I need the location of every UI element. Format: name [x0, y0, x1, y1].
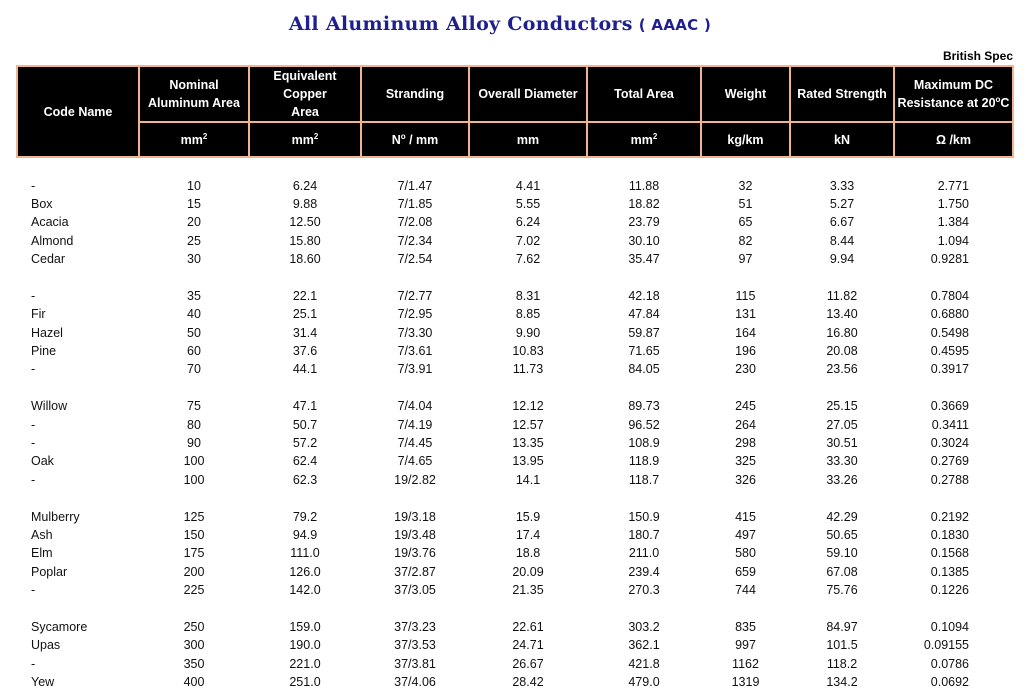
table-row	[17, 250, 1013, 268]
cell-nominal-area: 350	[183, 656, 205, 671]
cell-resistance: 0.6880	[930, 307, 969, 322]
cell-strength: 11.82	[826, 288, 858, 303]
spacer-row	[17, 489, 1013, 507]
cell-weight: 744	[735, 583, 756, 598]
unit-stranding: $N^o$ / mm	[361, 122, 469, 157]
cell-stranding: 7/3.91	[397, 362, 433, 377]
spec-label: British Spec	[942, 49, 1013, 63]
cell-diameter: 4.41	[515, 178, 541, 193]
cell-code-name: Almond	[31, 233, 74, 248]
cell-strength: 101.5	[826, 638, 858, 653]
cell-nominal-area: 15	[187, 196, 201, 211]
cell-diameter: 20.09	[512, 564, 544, 579]
cell-resistance: 0.1094	[930, 619, 969, 634]
cell-strength: 67.08	[826, 564, 858, 579]
table-row	[17, 434, 1013, 452]
cell-weight: 997	[735, 638, 756, 653]
cell-diameter: 10.83	[512, 344, 544, 359]
cell-equivalent-area: 111.0	[290, 546, 320, 561]
cell-equivalent-area: 6.24	[292, 178, 318, 193]
cell-nominal-area: 250	[183, 619, 205, 634]
table-row	[17, 213, 1013, 231]
cell-stranding: 7/1.47	[397, 178, 433, 193]
spacer-row	[17, 379, 1013, 397]
cell-resistance: 0.1226	[930, 583, 969, 598]
cell-resistance: 0.1568	[930, 546, 969, 561]
cell-code-name: -	[31, 417, 36, 432]
table-row	[17, 415, 1013, 433]
cell-resistance: 0.7804	[930, 288, 969, 303]
cell-total-area: 211.0	[628, 546, 660, 561]
table-row	[17, 636, 1013, 654]
cell-strength: 6.67	[829, 215, 855, 230]
table-row	[17, 526, 1013, 544]
cell-nominal-area: 225	[183, 583, 205, 598]
cell-stranding: 37/3.23	[394, 619, 436, 634]
cell-code-name: Cedar	[31, 252, 66, 267]
cell-stranding: 37/4.06	[394, 675, 436, 690]
cell-total-area: 118.9	[628, 454, 660, 469]
cell-strength: 50.65	[826, 528, 858, 542]
cell-nominal-area: 150	[183, 528, 205, 542]
header-total-area: Total Area	[587, 66, 701, 122]
cell-diameter: 13.35	[512, 436, 544, 451]
cell-stranding: 7/2.08	[397, 215, 433, 230]
cell-stranding: 7/4.65	[397, 454, 433, 469]
cell-equivalent-area: 50.7	[292, 417, 318, 432]
cell-equivalent-area: 142.0	[289, 583, 321, 598]
header-overall-diameter: Overall Diameter	[469, 66, 587, 122]
cell-resistance: 0.3917	[930, 362, 969, 377]
cell-resistance: 0.2192	[930, 509, 969, 524]
cell-nominal-area: 25	[187, 233, 201, 248]
unit-nominal-area: $mm^2$	[139, 122, 249, 157]
cell-total-area: 362.1	[628, 638, 660, 653]
cell-weight: 230	[735, 362, 756, 377]
cell-weight: 325	[735, 454, 756, 469]
cell-stranding: 19/2.82	[394, 472, 436, 487]
header-code-name: Code Name	[17, 66, 139, 157]
cell-equivalent-area: 159.0	[289, 619, 321, 634]
cell-strength: 134.2	[826, 675, 858, 690]
cell-diameter: 15.9	[515, 509, 541, 524]
cell-resistance: 0.2788	[930, 472, 969, 487]
cell-code-name: Sycamore	[31, 619, 88, 634]
cell-resistance: 1.750	[937, 196, 969, 211]
cell-code-name: Fir	[31, 307, 46, 322]
cell-diameter: 8.31	[515, 288, 541, 303]
title-abbreviation: ( AAAC )	[638, 16, 712, 34]
cell-weight: 580	[735, 546, 756, 561]
table-row	[17, 471, 1013, 489]
cell-nominal-area: 125	[183, 509, 205, 524]
cell-code-name: Ash	[31, 528, 53, 542]
cell-resistance: 2.771	[937, 178, 969, 193]
cell-diameter: 21.35	[512, 583, 544, 598]
header-nominal-area: Nominal Aluminum Area	[139, 66, 249, 122]
cell-weight: 835	[735, 619, 756, 634]
cell-nominal-area: 40	[187, 307, 201, 322]
cell-resistance: 0.5498	[930, 325, 969, 340]
table-row	[17, 544, 1013, 562]
cell-total-area: 96.52	[628, 417, 660, 432]
cell-weight: 97	[738, 252, 753, 267]
cell-stranding: 37/3.53	[394, 638, 436, 653]
cell-total-area: 11.88	[628, 178, 660, 193]
cell-strength: 27.05	[826, 417, 858, 432]
table-row	[17, 287, 1013, 305]
table-row	[17, 195, 1013, 213]
table-row	[17, 673, 1013, 691]
cell-total-area: 42.18	[628, 288, 660, 303]
cell-total-area: 47.84	[628, 307, 660, 322]
unit-equivalent-area: $mm^2$	[249, 122, 361, 157]
cell-code-name: -	[31, 436, 36, 451]
cell-strength: 59.10	[826, 546, 858, 561]
cell-strength: 118.2	[826, 656, 858, 671]
cell-code-name: Hazel	[31, 325, 63, 340]
unit-total-area: $mm^2$	[587, 122, 701, 157]
table-row	[17, 507, 1013, 525]
cell-total-area: 479.0	[628, 675, 660, 690]
cell-total-area: 108.9	[628, 436, 660, 451]
table-row	[17, 232, 1013, 250]
cell-total-area: 30.10	[628, 233, 660, 248]
table-row	[17, 618, 1013, 636]
title-text: All Aluminum Alloy Conductors	[288, 13, 633, 35]
cell-total-area: 35.47	[628, 252, 660, 267]
cell-weight: 1319	[731, 675, 760, 690]
cell-strength: 30.51	[826, 436, 858, 451]
cell-code-name: -	[31, 362, 36, 377]
spacer-row	[17, 599, 1013, 617]
cell-diameter: 17.4	[515, 528, 541, 542]
cell-stranding: 37/3.05	[394, 583, 436, 598]
cell-nominal-area: 100	[183, 472, 205, 487]
cell-nominal-area: 80	[187, 417, 201, 432]
cell-strength: 33.30	[826, 454, 858, 469]
cell-equivalent-area: 62.4	[292, 454, 318, 469]
cell-code-name: Willow	[31, 399, 68, 414]
header-stranding: Stranding	[361, 66, 469, 122]
cell-code-name: Elm	[31, 546, 53, 561]
cell-stranding: 7/4.04	[397, 399, 433, 414]
cell-total-area: 118.7	[628, 472, 660, 487]
cell-equivalent-area: 37.6	[292, 344, 318, 359]
table-row	[17, 563, 1013, 581]
cell-resistance: 0.1830	[930, 528, 969, 542]
cell-diameter: 9.90	[515, 325, 541, 340]
cell-diameter: 22.61	[512, 619, 544, 634]
cell-code-name: -	[31, 472, 36, 487]
unit-weight: kg/km	[701, 122, 790, 157]
cell-nominal-area: 75	[187, 399, 201, 414]
header-rated-strength: Rated Strength	[790, 66, 894, 122]
cell-weight: 82	[738, 233, 753, 248]
cell-equivalent-area: 9.88	[292, 196, 318, 211]
header-row	[17, 66, 1013, 122]
header-max-dc-resistance: Maximum DC Resistance at 20$^o$C	[894, 66, 1013, 122]
cell-total-area: 18.82	[628, 196, 660, 211]
cell-strength: 13.40	[826, 307, 858, 322]
cell-code-name: Pine	[31, 344, 57, 359]
cell-diameter: 18.8	[515, 546, 541, 561]
cell-diameter: 11.73	[512, 362, 544, 377]
table-row	[17, 360, 1013, 378]
cell-resistance: 0.2769	[930, 454, 969, 469]
cell-weight: 298	[735, 436, 756, 451]
cell-weight: 326	[735, 472, 756, 487]
cell-resistance: 0.3411	[931, 417, 969, 432]
cell-nominal-area: 50	[187, 325, 201, 340]
cell-stranding: 7/2.95	[397, 307, 433, 322]
table-row	[17, 397, 1013, 415]
unit-resistance: Ω /km	[894, 122, 1013, 157]
cell-total-area: 421.8	[628, 656, 660, 671]
cell-resistance: 1.094	[937, 233, 969, 248]
cell-equivalent-area: 190.0	[289, 638, 321, 653]
cell-weight: 65	[738, 215, 753, 230]
cell-stranding: 37/2.87	[394, 564, 436, 579]
cell-weight: 415	[735, 509, 756, 524]
cell-weight: 32	[738, 178, 753, 193]
cell-weight: 264	[735, 417, 756, 432]
cell-nominal-area: 400	[183, 675, 205, 690]
cell-nominal-area: 300	[183, 638, 205, 653]
cell-strength: 5.27	[829, 196, 855, 211]
table-row	[17, 305, 1013, 323]
cell-equivalent-area: 94.9	[292, 528, 318, 542]
cell-nominal-area: 10	[187, 178, 201, 193]
cell-equivalent-area: 25.1	[292, 307, 318, 322]
cell-diameter: 8.85	[515, 307, 541, 322]
cell-nominal-area: 60	[187, 344, 201, 359]
unit-strength: kN	[790, 122, 894, 157]
cell-code-name: -	[31, 288, 36, 303]
cell-diameter: 5.55	[515, 196, 541, 211]
cell-nominal-area: 70	[187, 362, 201, 377]
cell-equivalent-area: 22.1	[292, 288, 318, 303]
cell-resistance: 0.1385	[930, 564, 969, 579]
cell-resistance: 0.0786	[930, 656, 969, 671]
cell-stranding: 7/2.77	[397, 288, 433, 303]
cell-stranding: 7/4.45	[397, 436, 433, 451]
cell-weight: 497	[735, 528, 756, 542]
cell-total-area: 59.87	[628, 325, 660, 340]
cell-stranding: 19/3.76	[394, 546, 436, 561]
cell-diameter: 28.42	[512, 675, 544, 690]
header-equivalent-copper-area: Equivalent Copper Area	[249, 66, 361, 122]
cell-stranding: 7/2.34	[397, 233, 433, 248]
cell-total-area: 180.7	[628, 528, 660, 542]
cell-code-name: -	[31, 583, 36, 598]
cell-nominal-area: 30	[187, 252, 201, 267]
cell-nominal-area: 35	[187, 288, 201, 303]
page-title	[0, 13, 1000, 35]
cell-diameter: 6.24	[515, 215, 541, 230]
cell-total-area: 89.73	[628, 399, 660, 414]
cell-total-area: 150.9	[628, 509, 660, 524]
spacer-row	[17, 268, 1013, 286]
cell-code-name: -	[31, 656, 36, 671]
cell-code-name: Acacia	[31, 215, 69, 230]
cell-stranding: 7/2.54	[397, 252, 433, 267]
cell-stranding: 19/3.48	[394, 528, 436, 542]
cell-resistance: 0.09155	[923, 638, 969, 653]
cell-diameter: 7.62	[515, 252, 541, 267]
table-row	[17, 324, 1013, 342]
header-weight: Weight	[701, 66, 790, 122]
cell-resistance: 0.4595	[930, 344, 969, 359]
cell-stranding: 37/3.81	[394, 656, 436, 671]
cell-strength: 75.76	[826, 583, 858, 598]
cell-total-area: 303.2	[628, 619, 660, 634]
cell-code-name: Box	[31, 196, 53, 211]
cell-equivalent-area: 62.3	[292, 472, 318, 487]
units-row	[17, 122, 1013, 157]
cell-equivalent-area: 31.4	[292, 325, 318, 340]
cell-diameter: 7.02	[515, 233, 541, 248]
table-row	[17, 581, 1013, 599]
cell-code-name: -	[31, 178, 36, 193]
cell-resistance: 1.384	[937, 215, 969, 230]
cell-resistance: 0.9281	[930, 252, 969, 267]
cell-total-area: 23.79	[628, 215, 660, 230]
cell-total-area: 71.65	[628, 344, 660, 359]
cell-weight: 1162	[732, 656, 759, 671]
cell-strength: 20.08	[826, 344, 858, 359]
table-row	[17, 342, 1013, 360]
cell-total-area: 270.3	[628, 583, 660, 598]
cell-stranding: 7/4.19	[397, 417, 433, 432]
cell-resistance: 0.3024	[930, 436, 969, 451]
cell-strength: 23.56	[826, 362, 858, 377]
cell-code-name: Oak	[31, 454, 54, 469]
unit-diameter: mm	[469, 122, 587, 157]
spacer-row	[17, 157, 1013, 176]
table-row	[17, 655, 1013, 673]
cell-equivalent-area: 15.80	[289, 233, 321, 248]
cell-strength: 42.29	[826, 509, 858, 524]
cell-diameter: 12.57	[512, 417, 544, 432]
cell-strength: 25.15	[826, 399, 858, 414]
cell-code-name: Poplar	[31, 564, 68, 579]
table-row	[17, 452, 1013, 470]
cell-equivalent-area: 47.1	[292, 399, 318, 414]
cell-code-name: Mulberry	[31, 509, 80, 524]
cell-resistance: 0.3669	[930, 399, 969, 414]
conductor-table	[16, 65, 1014, 691]
cell-equivalent-area: 18.60	[289, 252, 321, 267]
cell-nominal-area: 100	[183, 454, 205, 469]
cell-code-name: Yew	[31, 675, 55, 690]
cell-total-area: 239.4	[628, 564, 660, 579]
cell-weight: 51	[738, 196, 753, 211]
cell-strength: 84.97	[826, 619, 858, 634]
cell-stranding: 7/3.61	[397, 344, 433, 359]
cell-equivalent-area: 221.0	[289, 656, 321, 671]
cell-weight: 115	[735, 288, 756, 303]
cell-strength: 33.26	[826, 472, 858, 487]
cell-equivalent-area: 44.1	[292, 362, 318, 377]
cell-equivalent-area: 12.50	[289, 215, 321, 230]
cell-weight: 131	[735, 307, 756, 322]
cell-nominal-area: 90	[187, 436, 201, 451]
cell-equivalent-area: 79.2	[292, 509, 318, 524]
cell-equivalent-area: 126.0	[289, 564, 321, 579]
cell-diameter: 14.1	[515, 472, 541, 487]
cell-nominal-area: 200	[183, 564, 205, 579]
table-row	[17, 176, 1013, 194]
cell-resistance: 0.0692	[930, 675, 969, 690]
cell-strength: 3.33	[829, 178, 855, 193]
cell-diameter: 26.67	[512, 656, 544, 671]
cell-code-name: Upas	[31, 638, 61, 653]
cell-diameter: 13.95	[512, 454, 544, 469]
cell-nominal-area: 20	[187, 215, 201, 230]
cell-equivalent-area: 251.0	[289, 675, 321, 690]
cell-total-area: 84.05	[628, 362, 660, 377]
cell-weight: 245	[735, 399, 756, 414]
cell-strength: 8.44	[829, 233, 855, 248]
cell-weight: 659	[735, 564, 756, 579]
cell-weight: 164	[735, 325, 756, 340]
cell-nominal-area: 175	[183, 546, 205, 561]
cell-stranding: 7/3.30	[397, 325, 433, 340]
cell-strength: 16.80	[826, 325, 858, 340]
cell-stranding: 19/3.18	[394, 509, 436, 524]
cell-diameter: 12.12	[512, 399, 544, 414]
cell-strength: 9.94	[829, 252, 855, 267]
cell-stranding: 7/1.85	[397, 196, 433, 211]
cell-diameter: 24.71	[512, 638, 544, 653]
cell-weight: 196	[735, 344, 756, 359]
cell-equivalent-area: 57.2	[292, 436, 318, 451]
